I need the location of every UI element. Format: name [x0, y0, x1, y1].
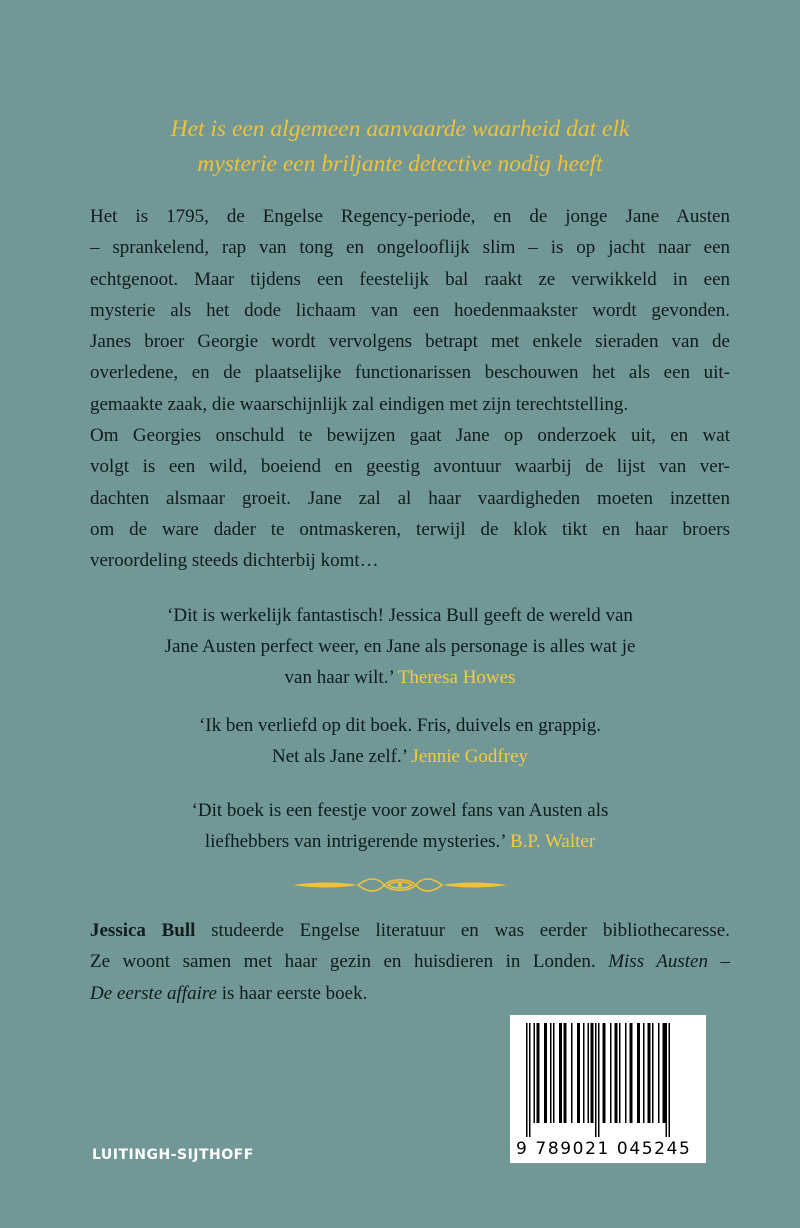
tagline-line-2: mysterie een briljante detective nodig heeft	[197, 151, 603, 177]
barcode-bar	[571, 1023, 573, 1123]
barcode-bar	[603, 1023, 606, 1123]
barcode-bar	[652, 1023, 654, 1123]
publisher-logo: LUITINGH-SIJTHOFF	[92, 1147, 254, 1163]
author-bio	[90, 915, 730, 1009]
barcode-bar	[658, 1023, 660, 1123]
book-title: Miss Austen –	[608, 951, 730, 973]
barcode-bar	[550, 1023, 552, 1123]
quote-author: B.P. Walter	[509, 831, 596, 852]
barcode-bar	[591, 1023, 594, 1123]
blurb-line: Janes broer Georgie wordt vervolgens betrapt met enkele sieraden van de	[90, 331, 730, 353]
isbn-barcode	[510, 1015, 706, 1163]
blurb-line: Om Georgies onschuld te bewijzen gaat Jane op onderzoek uit, en wat	[90, 425, 730, 446]
tagline-line-1: Het is een algemeen aanvaarde waarheid dat elk	[170, 116, 630, 142]
isbn-digits: 9 789021 045245	[516, 1139, 692, 1159]
barcode-bar	[643, 1023, 645, 1123]
blurb-line: gemaakte zaak, die waarschijnlijk zal eindigen met zijn terechtstelling.	[90, 393, 629, 415]
blurb-line: echtgenoot. Maar tijdens een feestelijk bal raakt ze verwikkeld in een	[90, 268, 730, 290]
quote-line: van haar wilt.’	[284, 667, 394, 688]
blurb-line: veroordeling steeds dichterbij komt…	[90, 550, 379, 572]
barcode-bar	[637, 1023, 640, 1123]
review-quote-1	[70, 600, 730, 693]
barcode-bar	[619, 1023, 621, 1123]
blurb-paragraph-2	[90, 420, 730, 576]
blurb-line: – sprankelend, rap van tong en ongelooflijk slim – is op jacht naar een	[90, 237, 730, 259]
blurb-line: overledene, en de plaatselijke functionarissen beschouwen het als een uit-	[90, 362, 730, 384]
quote-line: ‘Dit boek is een feestje voor zowel fans van Austen als	[191, 800, 609, 821]
barcode-bar	[577, 1023, 580, 1123]
review-quote-3	[70, 795, 730, 857]
barcode-bar	[588, 1023, 590, 1123]
barcode-bar	[598, 1023, 600, 1137]
barcode-bar	[564, 1023, 567, 1123]
bio-line-2	[90, 946, 730, 977]
quote-line: Jane Austen perfect weer, en Jane als personage is alles wat je	[164, 636, 636, 657]
barcode-bar	[625, 1023, 627, 1123]
blurb-paragraph-1	[90, 201, 730, 420]
blurb-line: volgt is een wild, boeiend en geestig avontuur waarbij de lijst van ver-	[90, 456, 730, 478]
quote-line: ‘Ik ben verliefd op dit boek. Fris, duivels en grappig.	[198, 715, 602, 736]
bio-line-3	[90, 978, 730, 1009]
bio-text: is haar eerste boek.	[216, 982, 368, 1004]
barcode-bar	[526, 1023, 528, 1137]
quote-line: liefhebbers van intrigerende mysteries.’	[204, 831, 506, 852]
barcode-bar	[630, 1023, 633, 1123]
barcode-bar	[595, 1023, 597, 1137]
author-name: Jessica Bull	[90, 920, 196, 941]
quote-author: Theresa Howes	[397, 667, 516, 688]
barcode-bar	[669, 1023, 671, 1137]
barcode-bar	[534, 1023, 536, 1123]
barcode-bar	[529, 1023, 531, 1137]
blurb-line: om de ware dader te ontmaskeren, terwijl de klok tikt en haar broers	[90, 518, 730, 540]
barcode-bar	[666, 1023, 668, 1137]
review-quote-2	[70, 710, 730, 772]
barcode-bar	[615, 1023, 618, 1123]
barcode-bars	[522, 1023, 694, 1137]
blurb-line: Het is 1795, de Engelse Regency-periode, en de jonge Jane Austen	[90, 206, 730, 227]
bio-line-1	[90, 915, 730, 946]
quote-author: Jennie Godfrey	[411, 746, 529, 767]
blurb-line: dachten alsmaar groeit. Jane zal al haar vaardigheden moeten inzetten	[90, 487, 730, 509]
bio-text: Ze woont samen met haar gezin en huisdieren in Londen.	[90, 951, 596, 973]
barcode-bar	[553, 1023, 555, 1123]
quote-line: ‘Dit is werkelijk fantastisch! Jessica Bull geeft de wereld van	[167, 605, 633, 626]
barcode-bar	[648, 1023, 651, 1123]
quote-line: Net als Jane zelf.’	[271, 746, 407, 767]
book-title: De eerste affaire	[90, 982, 217, 1004]
barcode-bar	[583, 1023, 585, 1123]
barcode-bar	[544, 1023, 547, 1123]
barcode-bar	[537, 1023, 540, 1123]
ornament-divider	[288, 874, 512, 896]
bio-text: studeerde Engelse literatuur en was eerder bibliothecaresse.	[195, 920, 730, 941]
barcode-bar	[559, 1023, 562, 1123]
barcode-bar	[610, 1023, 612, 1123]
blurb-line: mysterie als het dode lichaam van een hoedenmaakster wordt gevonden.	[90, 299, 730, 321]
tagline	[90, 112, 710, 182]
barcode-bar	[663, 1023, 666, 1123]
